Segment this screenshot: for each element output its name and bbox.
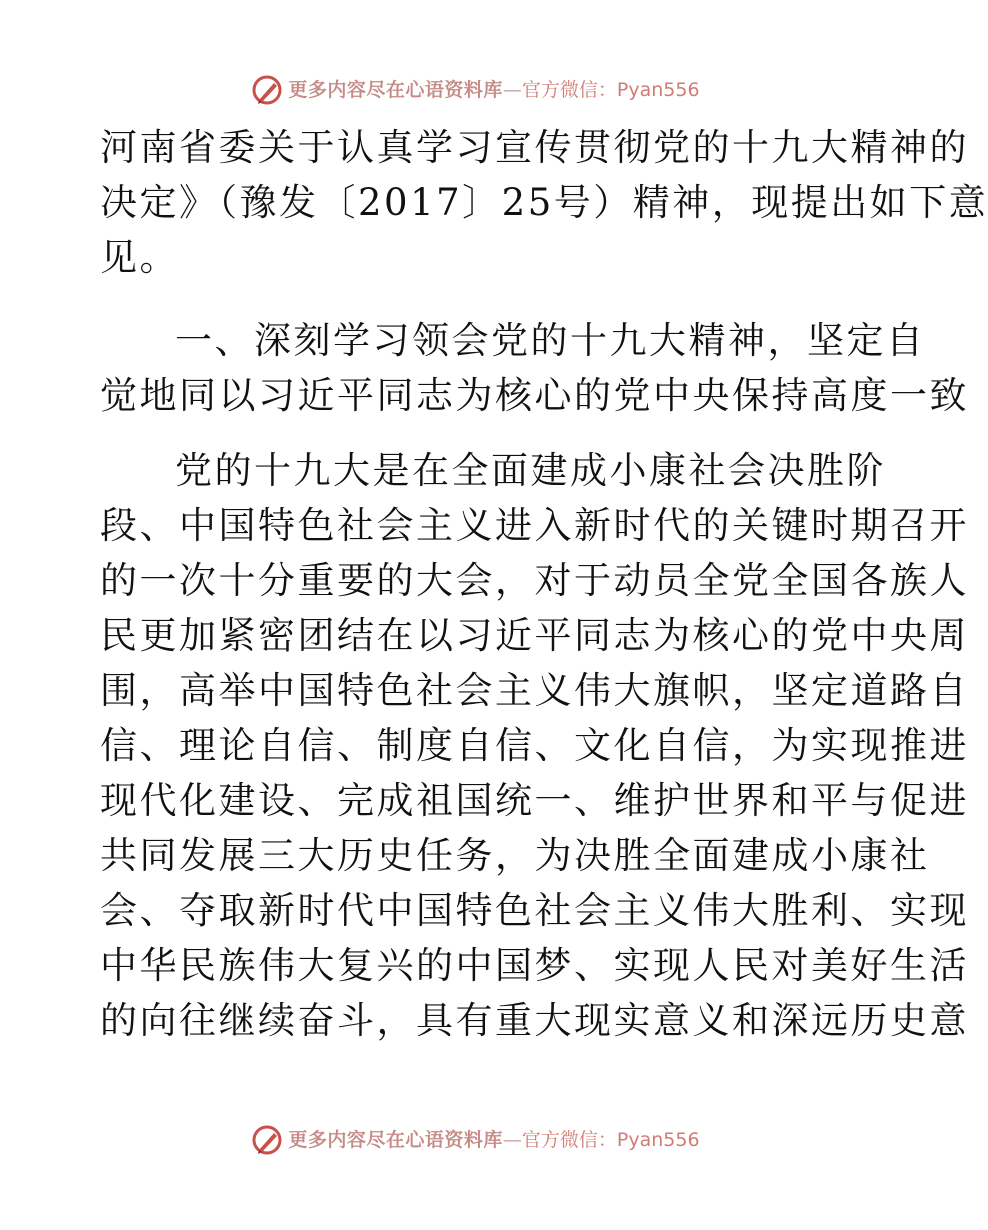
footer-watermark [0,1120,950,1160]
body-line-1: 党的十九大是在全面建成小康社会决胜阶 [175,449,886,492]
document-body [100,120,988,1048]
body-line-4: 民更加紧密团结在以习近平同志为核心的党中央周 [100,614,969,657]
body-line-10: 中华民族伟大复兴的中国梦、实现人民对美好生活 [100,944,969,987]
body-line-2: 段、中国特色社会主义进入新时代的关键时期召开 [100,504,969,547]
watermark-contact: 官方微信：Pyan556 [521,79,700,101]
watermark-separator: — [502,79,522,101]
intro-line-3: 见。 [100,236,179,279]
watermark-main-text: 更多内容尽在心语资料库 [288,1129,503,1151]
body-line-7: 现代化建设、完成祖国统一、维护世界和平与促进 [100,779,969,822]
watermark-main-text: 更多内容尽在心语资料库 [288,79,503,101]
watermark-contact: 官方微信：Pyan556 [521,1129,700,1151]
section-heading-line-2: 觉地同以习近平同志为核心的党中央保持高度一致 [100,374,969,417]
intro-line-1: 河南省委关于认真学习宣传贯彻党的十九大精神的 [100,126,969,169]
header-watermark [0,70,950,110]
body-line-8: 共同发展三大历史任务，为决胜全面建成小康社 [100,834,930,877]
body-line-5: 围，高举中国特色社会主义伟大旗帜，坚定道路自 [100,669,969,712]
pen-logo-icon [250,73,284,107]
body-line-6: 信、理论自信、制度自信、文化自信，为实现推进 [100,724,969,767]
body-line-9: 会、夺取新时代中国特色社会主义伟大胜利、实现 [100,889,969,932]
pen-logo-icon [250,1123,284,1157]
intro-line-2: 决定》（豫发〔2017〕25号）精神，现提出如下意 [100,181,988,224]
watermark-separator: — [502,1129,522,1151]
section-heading-line-1: 一、深刻学习领会党的十九大精神，坚定自 [175,319,926,362]
body-line-11: 的向往继续奋斗，具有重大现实意义和深远历史意 [100,999,969,1042]
body-line-3: 的一次十分重要的大会，对于动员全党全国各族人 [100,559,969,602]
